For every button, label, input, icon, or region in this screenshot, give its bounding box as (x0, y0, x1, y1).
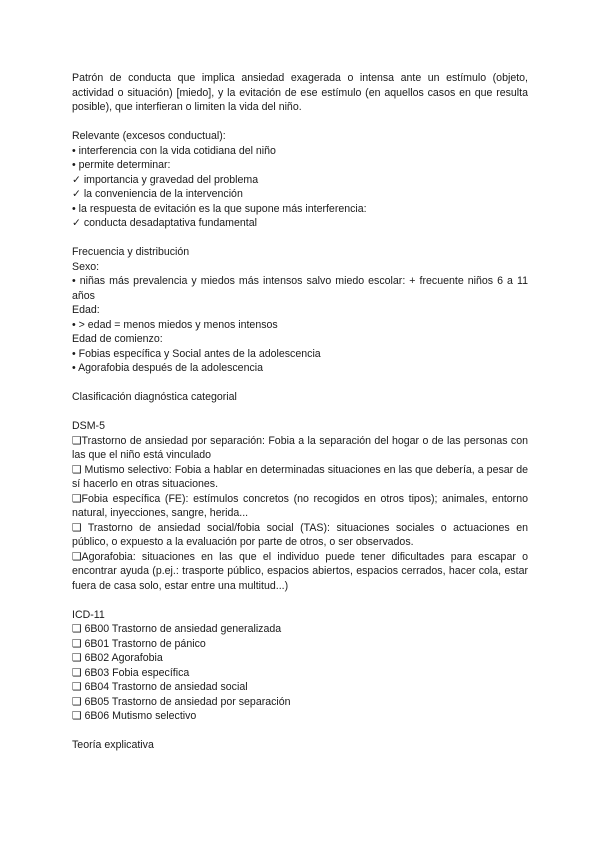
icd11-item: ❑ 6B04 Trastorno de ansiedad social (72, 681, 248, 693)
icd11-item: ❑ 6B01 Trastorno de pánico (72, 637, 206, 650)
spacer (72, 405, 528, 420)
teoria-heading: Teoría explicativa (72, 739, 154, 751)
list-item: • la respuesta de evitación es la que supone más interferencia: (72, 202, 367, 215)
icd11-item: ❑ 6B06 Mutismo selectivo (72, 710, 197, 722)
comienzo-label: Edad de comienzo: (72, 333, 163, 345)
spacer (72, 724, 528, 739)
checkmark-item: ✓ la conveniencia de la intervención (72, 188, 243, 200)
dsm5-item: ❑Agorafobia: situaciones en las que el individuo puede tener dificultades para escapar o encontrar ayuda (p.ej.: trasporte público, espacios abiertos, espacios cerrados, hacer cola, estar fuera de casa solo, estar entre una multitud...) (72, 550, 528, 592)
sexo-label: Sexo: (72, 260, 100, 273)
relevante-heading: Relevante (excesos conductual): (72, 130, 226, 142)
list-item: • Agorafobia después de la adolescencia (72, 362, 264, 374)
sexo-item: • niñas más prevalencia y miedos más intensos salvo miedo escolar: + frecuente niños 6 a 11 años (72, 275, 528, 302)
checkmark-item: ✓ importancia y gravedad del problema (72, 173, 259, 186)
spacer (72, 115, 528, 130)
dsm5-item: ❑Fobia específica (FE): estímulos concretos (no recogidos en otros tipos); animales, entorno natural, inyecciones, sangre, herida... (72, 492, 528, 519)
relevante-section (72, 129, 528, 231)
document-page (72, 71, 528, 753)
list-item: • Fobias específica y Social antes de la adolescencia (72, 347, 321, 360)
spacer (72, 593, 528, 608)
icd11-item: ❑ 6B05 Trastorno de ansiedad por separación (72, 695, 291, 708)
icd11-item: ❑ 6B02 Agorafobia (72, 652, 163, 664)
icd11-item: ❑ 6B00 Trastorno de ansiedad generalizada (72, 623, 282, 635)
list-item: • interferencia con la vida cotidiana del niño (72, 144, 276, 157)
edad-item: • > edad = menos miedos y menos intensos (72, 318, 278, 331)
dsm5-item: ❑Trastorno de ansiedad por separación: Fobia a la separación del hogar o de las personas con las que el niño está vinculado (72, 434, 528, 461)
spacer (72, 376, 528, 391)
clasificacion-heading: Clasificación diagnóstica categorial (72, 391, 237, 403)
icd11-heading: ICD-11 (72, 608, 105, 621)
frecuencia-heading: Frecuencia y distribución (72, 246, 190, 258)
icd11-item: ❑ 6B03 Fobia específica (72, 666, 190, 679)
dsm5-item: ❑ Trastorno de ansiedad social/fobia social (TAS): situaciones sociales o actuaciones en público, o expuesto a la evaluación por parte de otros, o ser observados. (72, 521, 528, 548)
icd11-section (72, 608, 528, 724)
dsm5-item: ❑ Mutismo selectivo: Fobia a hablar en determinadas situaciones en las que debería, a pesar de sí hacerlo en otras situaciones. (72, 463, 528, 490)
intro-paragraph: Patrón de conducta que implica ansiedad exagerada o intensa ante un estímulo (objeto, actividad o situación) [miedo], y la evitación de ese estímulo (en aquellos casos en que resulta posible), que interfieran o limiten la vida del niño. (72, 72, 528, 113)
edad-label: Edad: (72, 304, 100, 316)
spacer (72, 231, 528, 246)
dsm5-section (72, 419, 528, 593)
dsm5-heading: DSM-5 (72, 420, 105, 432)
frecuencia-section (72, 245, 528, 376)
checkmark-item: ✓ conducta desadaptativa fundamental (72, 217, 257, 229)
list-item: • permite determinar: (72, 159, 171, 171)
